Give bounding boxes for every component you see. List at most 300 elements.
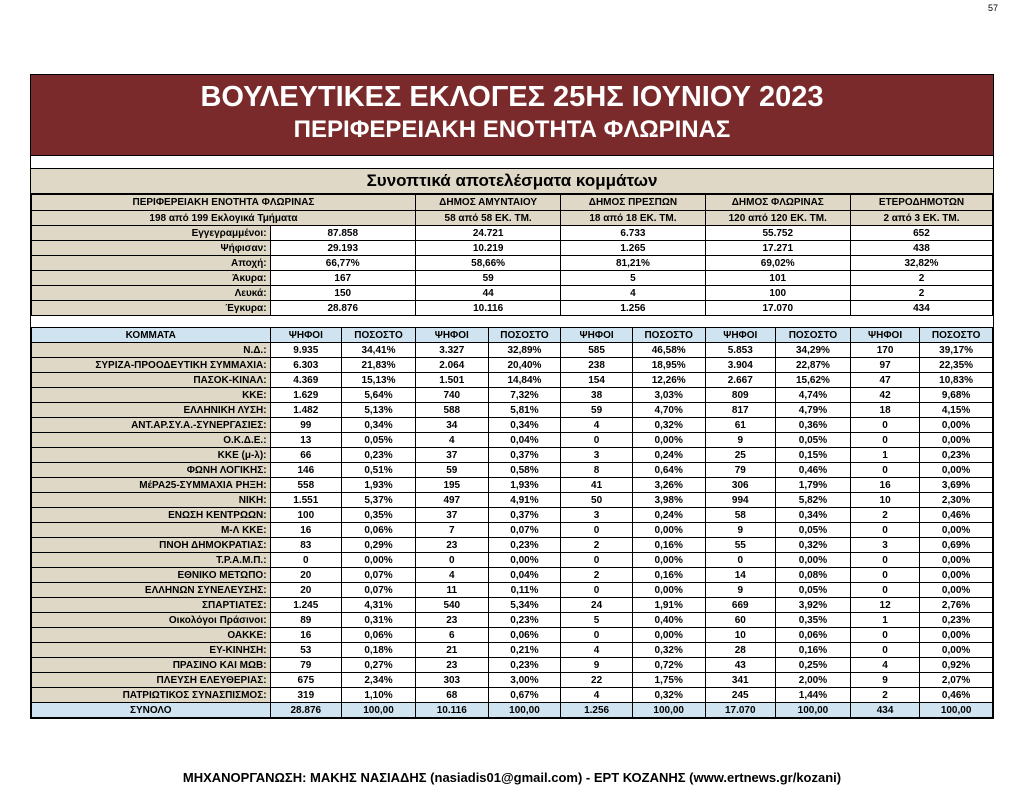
party-votes: 154 [561,373,633,388]
party-row [32,343,993,358]
summary-value: 24.721 [415,226,560,241]
summary-value: 434 [850,301,992,316]
party-votes: 16 [850,478,919,493]
party-percent: 0,00% [920,418,993,433]
summary-value: 69,02% [705,256,850,271]
party-votes: 0 [415,553,488,568]
title-line-1: ΒΟΥΛΕΥΤΙΚΕΣ ΕΚΛΟΓΕΣ 25ΗΣ ΙΟΥΝΙΟΥ 2023 [200,81,824,113]
summary-row [32,241,993,256]
party-percent: 3,69% [920,478,993,493]
party-votes: 740 [415,388,488,403]
area-name: ΔΗΜΟΣ ΦΛΩΡΙΝΑΣ [705,195,850,211]
total-label: ΣΥΝΟΛΟ [32,703,271,718]
area-sections-row [32,211,993,226]
party-row [32,613,993,628]
party-percent: 0,07% [342,583,416,598]
party-percent: 0,04% [488,568,561,583]
party-votes: 24 [561,598,633,613]
party-percent: 1,93% [488,478,561,493]
total-percent: 100,00 [342,703,416,718]
party-votes: 23 [415,538,488,553]
summary-row [32,271,993,286]
party-percent: 0,00% [920,553,993,568]
party-percent: 0,46% [775,463,850,478]
party-percent: 0,35% [342,508,416,523]
party-votes: 1 [850,613,919,628]
party-percent: 22,35% [920,358,993,373]
party-votes: 59 [415,463,488,478]
party-row [32,463,993,478]
total-percent: 100,00 [920,703,993,718]
party-row [32,508,993,523]
area-sections: 198 από 199 Εκλογικά Τμήματα [32,211,416,226]
party-percent: 0,00% [775,553,850,568]
summary-value: 10.219 [415,241,560,256]
party-percent: 20,40% [488,358,561,373]
party-percent: 0,00% [488,553,561,568]
summary-value: 17.271 [705,241,850,256]
party-votes: 16 [270,628,342,643]
party-row [32,583,993,598]
party-percent: 0,32% [775,538,850,553]
party-name: ΣΠΑΡΤΙΑΤΕΣ: [32,598,271,613]
party-percent: 0,04% [488,433,561,448]
party-votes: 18 [850,403,919,418]
summary-value: 101 [705,271,850,286]
party-percent: 0,92% [920,658,993,673]
party-name: ΕΝΩΣΗ ΚΕΝΤΡΩΩΝ: [32,508,271,523]
party-votes: 11 [415,583,488,598]
party-percent: 5,82% [775,493,850,508]
summary-value: 100 [705,286,850,301]
col-header-percent: ΠΟΣΟΣΤΟ [920,328,993,343]
party-percent: 10,83% [920,373,993,388]
party-votes: 2 [561,568,633,583]
party-percent: 0,15% [775,448,850,463]
party-percent: 5,34% [488,598,561,613]
party-votes: 22 [561,673,633,688]
party-votes: 0 [850,568,919,583]
party-name: ΠΑΤΡΙΩΤΙΚΟΣ ΣΥΝΑΣΠΙΣΜΟΣ: [32,688,271,703]
party-percent: 4,91% [488,493,561,508]
party-votes: 66 [270,448,342,463]
party-votes: 585 [561,343,633,358]
party-percent: 3,26% [632,478,705,493]
party-votes: 58 [705,508,775,523]
party-percent: 0,23% [342,448,416,463]
party-row [32,418,993,433]
summary-value: 1.265 [561,241,705,256]
party-votes: 238 [561,358,633,373]
party-votes: 100 [270,508,342,523]
party-percent: 15,13% [342,373,416,388]
party-percent: 1,44% [775,688,850,703]
summary-value: 4 [561,286,705,301]
party-percent: 4,15% [920,403,993,418]
party-percent: 0,00% [632,628,705,643]
party-percent: 0,67% [488,688,561,703]
party-votes: 0 [850,523,919,538]
summary-value: 32,82% [850,256,992,271]
col-header-percent: ΠΟΣΟΣΤΟ [775,328,850,343]
party-votes: 0 [850,643,919,658]
party-row [32,658,993,673]
party-votes: 61 [705,418,775,433]
party-percent: 0,31% [342,613,416,628]
party-votes: 0 [561,523,633,538]
party-votes: 10 [850,493,919,508]
party-percent: 0,37% [488,448,561,463]
party-percent: 0,18% [342,643,416,658]
party-percent: 3,98% [632,493,705,508]
summary-label: Αποχή: [32,256,271,271]
party-name: ΠΛΕΥΣΗ ΕΛΕΥΘΕΡΙΑΣ: [32,673,271,688]
party-row [32,478,993,493]
party-percent: 0,00% [632,583,705,598]
party-percent: 3,92% [775,598,850,613]
summary-value: 10.116 [415,301,560,316]
party-percent: 4,74% [775,388,850,403]
summary-value: 652 [850,226,992,241]
party-name: ΠΑΣΟΚ-ΚΙΝΑΛ: [32,373,271,388]
party-percent: 2,07% [920,673,993,688]
party-percent: 1,91% [632,598,705,613]
summary-row [32,301,993,316]
summary-value: 1.256 [561,301,705,316]
party-votes: 1.245 [270,598,342,613]
party-percent: 46,58% [632,343,705,358]
party-votes: 0 [561,583,633,598]
summary-label: Άκυρα: [32,271,271,286]
party-percent: 22,87% [775,358,850,373]
party-percent: 5,13% [342,403,416,418]
party-name: ΠΝΟΗ ΔΗΜΟΚΡΑΤΙΑΣ: [32,538,271,553]
party-name: ΑΝΤ.ΑΡ.ΣΥ.Α.-ΣΥΝΕΡΓΑΣΙΕΣ: [32,418,271,433]
party-percent: 0,64% [632,463,705,478]
party-votes: 170 [850,343,919,358]
summary-value: 17.070 [705,301,850,316]
col-header-votes: ΨΗΦΟΙ [850,328,919,343]
party-votes: 809 [705,388,775,403]
party-percent: 4,70% [632,403,705,418]
party-percent: 14,84% [488,373,561,388]
title-line-2: ΠΕΡΙΦΕΡΕΙΑΚΗ ΕΝΟΤΗΤΑ ΦΛΩΡΙΝΑΣ [293,116,731,143]
party-percent: 0,40% [632,613,705,628]
party-votes: 79 [270,658,342,673]
party-percent: 0,00% [920,643,993,658]
summary-value: 150 [270,286,415,301]
party-votes: 817 [705,403,775,418]
party-percent: 5,81% [488,403,561,418]
party-votes: 4 [415,433,488,448]
results-sheet [30,74,994,719]
party-percent: 34,29% [775,343,850,358]
party-votes: 20 [270,568,342,583]
area-sections: 2 από 3 ΕΚ. ΤΜ. [850,211,992,226]
total-votes: 10.116 [415,703,488,718]
party-votes: 669 [705,598,775,613]
party-percent: 0,23% [488,538,561,553]
gap-row [32,316,993,328]
party-percent: 0,36% [775,418,850,433]
party-name: ΟΑΚΚΕ: [32,628,271,643]
party-votes: 2.667 [705,373,775,388]
party-percent: 9,68% [920,388,993,403]
area-sections: 58 από 58 ΕΚ. ΤΜ. [415,211,560,226]
party-row [32,673,993,688]
area-name: ΕΤΕΡΟΔΗΜΟΤΩΝ [850,195,992,211]
summary-value: 28.876 [270,301,415,316]
party-votes: 3.904 [705,358,775,373]
party-percent: 0,46% [920,688,993,703]
party-percent: 15,62% [775,373,850,388]
total-votes: 434 [850,703,919,718]
party-votes: 0 [850,628,919,643]
party-name: ΣΥΡΙΖΑ-ΠΡΟΟΔΕΥΤΙΚΗ ΣΥΜΜΑΧΙΑ: [32,358,271,373]
party-percent: 4,31% [342,598,416,613]
party-votes: 675 [270,673,342,688]
party-votes: 2 [561,538,633,553]
party-votes: 0 [705,553,775,568]
party-votes: 0 [561,433,633,448]
party-percent: 0,16% [632,538,705,553]
party-votes: 319 [270,688,342,703]
party-percent: 0,32% [632,418,705,433]
party-votes: 245 [705,688,775,703]
party-row [32,523,993,538]
summary-value: 6.733 [561,226,705,241]
party-percent: 3,03% [632,388,705,403]
party-votes: 43 [705,658,775,673]
party-percent: 0,24% [632,448,705,463]
party-percent: 0,37% [488,508,561,523]
subtitle: Συνοπτικά αποτελέσματα κομμάτων [31,169,993,194]
party-votes: 146 [270,463,342,478]
party-votes: 20 [270,583,342,598]
party-votes: 1.501 [415,373,488,388]
party-percent: 0,00% [632,553,705,568]
party-percent: 0,25% [775,658,850,673]
party-percent: 0,00% [920,568,993,583]
summary-value: 66,77% [270,256,415,271]
party-percent: 0,72% [632,658,705,673]
party-percent: 0,51% [342,463,416,478]
area-name: ΠΕΡΙΦΕΡΕΙΑΚΗ ΕΝΟΤΗΤΑ ΦΛΩΡΙΝΑΣ [32,195,416,211]
col-header-parties: ΚΟΜΜΑΤΑ [32,328,271,343]
party-percent: 0,23% [920,613,993,628]
party-percent: 2,34% [342,673,416,688]
party-votes: 97 [850,358,919,373]
party-votes: 5.853 [705,343,775,358]
party-row [32,568,993,583]
party-name: ΕΛΛΗΝΩΝ ΣΥΝΕΛΕΥΣΗΣ: [32,583,271,598]
party-percent: 39,17% [920,343,993,358]
party-name: ΜέΡΑ25-ΣΥΜΜΑΧΙΑ ΡΗΞΗ: [32,478,271,493]
party-votes: 3 [850,538,919,553]
party-row [32,388,993,403]
party-percent: 0,29% [342,538,416,553]
area-name-row [32,195,993,211]
party-votes: 9.935 [270,343,342,358]
party-percent: 0,05% [775,583,850,598]
party-votes: 9 [705,523,775,538]
party-votes: 588 [415,403,488,418]
party-percent: 3,00% [488,673,561,688]
party-votes: 195 [415,478,488,493]
party-name: ΦΩΝΗ ΛΟΓΙΚΗΣ: [32,463,271,478]
party-votes: 21 [415,643,488,658]
party-percent: 0,21% [488,643,561,658]
party-percent: 0,07% [342,568,416,583]
party-votes: 50 [561,493,633,508]
party-votes: 3 [561,508,633,523]
party-votes: 68 [415,688,488,703]
party-votes: 47 [850,373,919,388]
party-votes: 23 [415,658,488,673]
party-name: ΝΙΚΗ: [32,493,271,508]
party-name: ΕΘΝΙΚΟ ΜΕΤΩΠΟ: [32,568,271,583]
summary-value: 58,66% [415,256,560,271]
party-percent: 7,32% [488,388,561,403]
party-votes: 3 [561,448,633,463]
results-table [31,194,993,718]
party-votes: 23 [415,613,488,628]
summary-value: 2 [850,286,992,301]
total-votes: 17.070 [705,703,775,718]
party-votes: 2 [850,688,919,703]
party-row [32,373,993,388]
summary-value: 29.193 [270,241,415,256]
party-votes: 1.551 [270,493,342,508]
party-name: Μ-Λ ΚΚΕ: [32,523,271,538]
party-name: ΠΡΑΣΙΝΟ ΚΑΙ ΜΩΒ: [32,658,271,673]
party-votes: 99 [270,418,342,433]
total-percent: 100,00 [632,703,705,718]
col-header-votes: ΨΗΦΟΙ [705,328,775,343]
party-row [32,628,993,643]
area-sections: 18 από 18 ΕΚ. ΤΜ. [561,211,705,226]
party-votes: 0 [850,553,919,568]
party-votes: 8 [561,463,633,478]
party-votes: 28 [705,643,775,658]
party-percent: 0,34% [488,418,561,433]
party-votes: 25 [705,448,775,463]
party-votes: 5 [561,613,633,628]
party-votes: 14 [705,568,775,583]
party-percent: 4,79% [775,403,850,418]
party-percent: 12,26% [632,373,705,388]
summary-row [32,226,993,241]
party-votes: 1.482 [270,403,342,418]
party-votes: 994 [705,493,775,508]
party-name: Ν.Δ.: [32,343,271,358]
gap-cell [32,316,993,328]
party-votes: 79 [705,463,775,478]
footer-credits: ΜΗΧΑΝΟΡΓΑΝΩΣΗ: ΜΑΚΗΣ ΝΑΣΙΑΔΗΣ (nasiadis01@gmail.com) - ΕΡΤ ΚΟΖΑΝΗΣ (www.ertnews.gr/kozani) [182,770,842,785]
party-votes: 0 [850,418,919,433]
party-percent: 5,64% [342,388,416,403]
party-votes: 12 [850,598,919,613]
party-name: ΕΛΛΗΝΙΚΗ ΛΥΣΗ: [32,403,271,418]
party-percent: 0,32% [632,643,705,658]
party-votes: 4 [561,418,633,433]
party-votes: 59 [561,403,633,418]
party-votes: 60 [705,613,775,628]
party-name: ΕΥ-ΚΙΝΗΣΗ: [32,643,271,658]
party-row [32,358,993,373]
total-row [32,703,993,718]
summary-row [32,286,993,301]
summary-value: 167 [270,271,415,286]
party-votes: 37 [415,448,488,463]
party-percent: 0,06% [488,628,561,643]
party-percent: 1,79% [775,478,850,493]
party-name: ΚΚΕ: [32,388,271,403]
party-votes: 3.327 [415,343,488,358]
summary-label: Ψήφισαν: [32,241,271,256]
party-votes: 42 [850,388,919,403]
party-percent: 0,06% [342,523,416,538]
party-votes: 7 [415,523,488,538]
summary-label: Έγκυρα: [32,301,271,316]
party-percent: 0,00% [920,523,993,538]
party-percent: 2,00% [775,673,850,688]
party-votes: 6 [415,628,488,643]
area-sections: 120 από 120 ΕΚ. ΤΜ. [705,211,850,226]
party-percent: 0,32% [632,688,705,703]
party-votes: 497 [415,493,488,508]
party-percent: 0,00% [632,433,705,448]
party-votes: 55 [705,538,775,553]
page-number: 57 [987,3,998,13]
party-percent: 1,10% [342,688,416,703]
summary-value: 81,21% [561,256,705,271]
party-row [32,433,993,448]
party-percent: 0,00% [920,463,993,478]
party-votes: 303 [415,673,488,688]
party-percent: 0,08% [775,568,850,583]
party-votes: 13 [270,433,342,448]
party-percent: 0,05% [775,523,850,538]
party-percent: 0,23% [488,613,561,628]
party-percent: 0,05% [775,433,850,448]
party-votes: 16 [270,523,342,538]
party-percent: 32,89% [488,343,561,358]
party-percent: 0,00% [920,583,993,598]
party-percent: 0,00% [342,553,416,568]
party-votes: 0 [850,463,919,478]
party-percent: 0,06% [775,628,850,643]
party-votes: 2.064 [415,358,488,373]
title-banner [31,75,993,156]
party-votes: 37 [415,508,488,523]
party-percent: 0,16% [775,643,850,658]
party-percent: 2,76% [920,598,993,613]
col-header-percent: ΠΟΣΟΣΤΟ [488,328,561,343]
party-percent: 0,23% [488,658,561,673]
party-votes: 9 [561,658,633,673]
summary-value: 59 [415,271,560,286]
party-votes: 9 [850,673,919,688]
party-percent: 0,58% [488,463,561,478]
party-percent: 0,69% [920,538,993,553]
col-header-percent: ΠΟΣΟΣΤΟ [632,328,705,343]
party-name: Οικολόγοι Πράσινοι: [32,613,271,628]
party-row [32,598,993,613]
party-percent: 0,00% [920,628,993,643]
summary-value: 5 [561,271,705,286]
summary-row [32,256,993,271]
